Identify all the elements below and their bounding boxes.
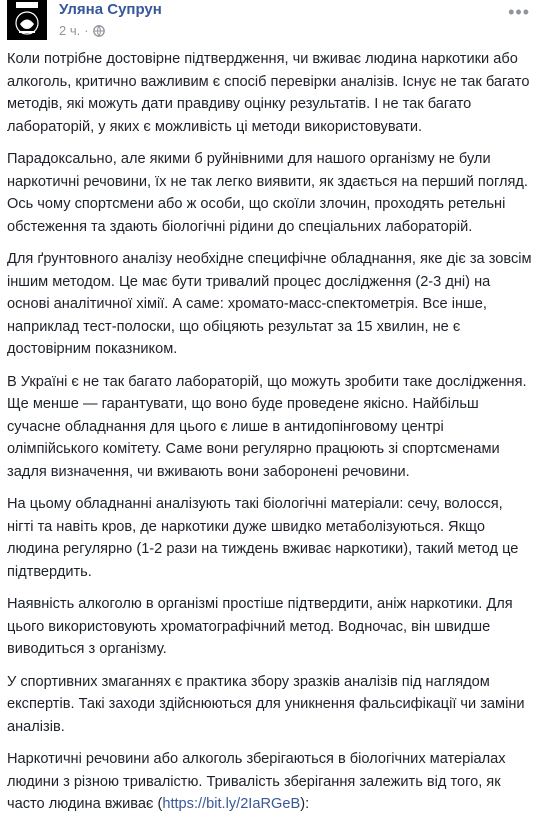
post-paragraph-5: На цьому обладнанні аналізують такі біологічні матеріали: сечу, волосся, нігті та навіть кров, де наркотики дуже швидко метаболізуються. Якщо людина регулярно (1-2 рази на тиждень вживає наркотики), такий метод це підтвердить.	[7, 496, 519, 580]
post-body	[7, 48, 533, 826]
author-name[interactable]: Уляна Супрун	[59, 1, 162, 18]
meta-separator: ·	[84, 23, 89, 38]
author-avatar[interactable]	[7, 0, 47, 40]
post-paragraph-8-text: Наркотичні речовини або алкоголь зберігаються в біологічних матеріалах людини з різною тривалістю. Тривалість зберігання залежить від того, як часто людина вживає (	[7, 751, 506, 812]
post-paragraph-7: У спортивних змаганнях є практика збору зразків аналізів під наглядом експертів. Такі заходи здійснюються для уникнення фальсифікації чи заміни аналізів.	[7, 673, 525, 735]
globe-icon	[93, 25, 105, 37]
post-paragraph-6: Наявність алкоголю в організмі простіше підтвердити, аніж наркотики. Для цього використовують хроматографічний метод. Водночас, він швидше виводиться з організму.	[7, 596, 513, 657]
post-paragraph-3: Для ґрунтовного аналізу необхідне специфічне обладнання, яке діє за зовсім іншим методом. Це має бути тривалий процес дослідження (2-3 дні) на основі аналітичної хімії. А саме: хромато-масс-спектометрія. Все інше, наприклад тест-полоски, що обіцяють результат за 15 хвилин, не є достовірним показником.	[7, 251, 532, 357]
post-timestamp[interactable]: 2 ч.	[59, 23, 81, 38]
post-paragraph-4: В Україні є не так багато лабораторій, що можуть зробити таке дослідження. Ще менше — гарантувати, що воно буде проведене якісно. Найбільш сучасне обладнання для цього є лише в антидопінговому центрі олімпійського комітету. Саме вони регулярно працюють зі спортсменами задля визначення, чи вживають вони заборонені речовини.	[7, 373, 527, 480]
post-link[interactable]: https://bit.ly/2IaRGeB	[162, 796, 301, 812]
post-paragraph-2: Парадоксально, але якими б руйнівними для нашого організму не були наркотичні речовини, їх не так легко виявити, як здається на перший погляд. Ось чому спортсмени або ж особи, що скоїли злочин, проходять ретельні обстеження та здають біологічні рідини до спеціальних лабораторій.	[7, 151, 528, 235]
post-paragraph-8-tail: ):	[300, 796, 310, 812]
post-header	[0, 0, 544, 52]
post-paragraph-1: Коли потрібне достовірне підтвердження, чи вживає людина наркотики або алкоголь, критично важливим є спосіб перевірки аналізів. Існує не так багато методів, які можуть дати правдиву оцінку результатів. І не так багато лабораторій, у яких є можливість ці методи використовувати.	[7, 51, 530, 135]
more-options-icon[interactable]: •••	[508, 2, 530, 22]
post-meta	[59, 23, 105, 38]
post-paragraph-8	[7, 748, 533, 816]
